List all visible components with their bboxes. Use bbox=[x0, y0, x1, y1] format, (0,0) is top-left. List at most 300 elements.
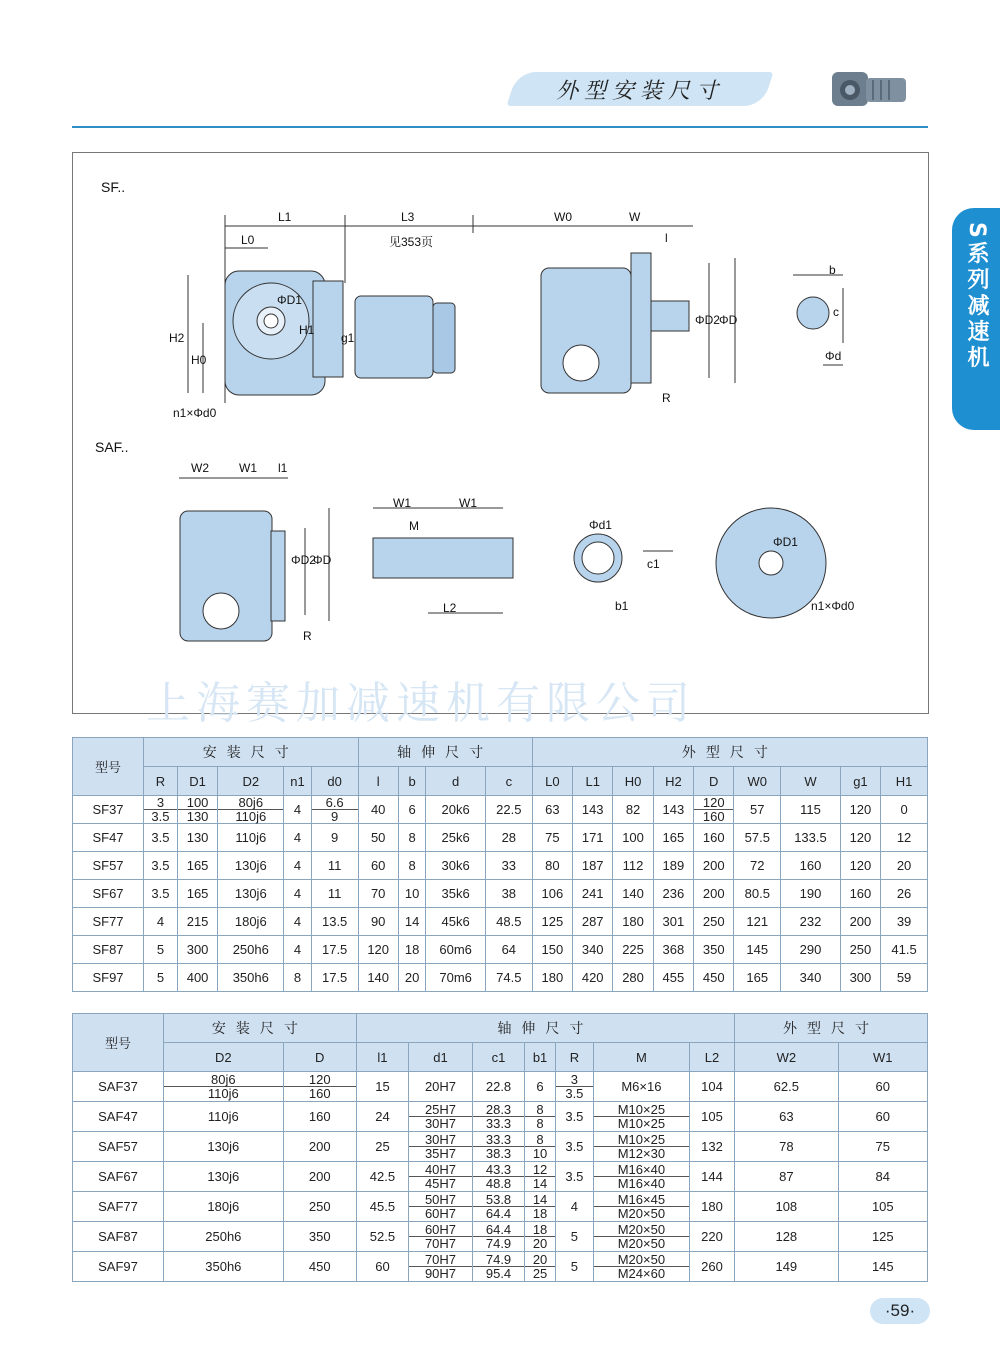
cell-d1: 400 bbox=[177, 964, 217, 992]
cell-d2: 250h6 bbox=[218, 936, 284, 964]
cell-value: M16×40 bbox=[594, 1163, 689, 1177]
cell-d: 200 bbox=[694, 880, 734, 908]
column-header-d2: D2 bbox=[218, 767, 284, 796]
cell-w0: 145 bbox=[734, 936, 781, 964]
cell-c: 74.5 bbox=[485, 964, 532, 992]
cell-value: 64.4 bbox=[485, 1206, 512, 1221]
cell-r: 3.5 bbox=[144, 852, 178, 880]
cell-b: 20 bbox=[398, 964, 425, 992]
cell-l: 140 bbox=[358, 964, 398, 992]
cell-d: 350 bbox=[694, 936, 734, 964]
saf-drawing-label: SAF.. bbox=[95, 439, 129, 455]
cell-h0: 225 bbox=[613, 936, 653, 964]
cell-value: 25H7 bbox=[409, 1103, 472, 1117]
model-cell: SF67 bbox=[73, 880, 144, 908]
cell-w2: 149 bbox=[735, 1252, 839, 1282]
cell-value: 100 bbox=[178, 796, 217, 810]
cell-c: 22.5 bbox=[485, 796, 532, 824]
model-column-header: 型号 bbox=[73, 1014, 164, 1072]
cell-d0: 13.5 bbox=[311, 908, 358, 936]
column-header-m: M bbox=[593, 1043, 689, 1072]
cell-value: 74.9 bbox=[473, 1253, 524, 1267]
model-cell: SF37 bbox=[73, 796, 144, 824]
saf-dimension-table bbox=[72, 1013, 928, 1282]
cell-value: M20×50 bbox=[594, 1253, 689, 1267]
cell-d: 70m6 bbox=[426, 964, 486, 992]
group-header-install: 安装尺寸 bbox=[164, 1014, 357, 1043]
cell-d2: 130j6 bbox=[218, 852, 284, 880]
cell-value: 110j6 bbox=[207, 1086, 239, 1101]
cell-b1 bbox=[525, 1132, 556, 1162]
group-header-outline: 外型尺寸 bbox=[735, 1014, 928, 1043]
cell-value: M20×50 bbox=[617, 1236, 666, 1251]
cell-w2: 87 bbox=[735, 1162, 839, 1192]
model-column-header: 型号 bbox=[73, 738, 144, 796]
dim-b1: b1 bbox=[615, 599, 629, 613]
side-section-label: S系列减速机 bbox=[964, 222, 989, 372]
cell-c1 bbox=[472, 1132, 524, 1162]
cell-b: 8 bbox=[398, 824, 425, 852]
cell-g1: 120 bbox=[840, 824, 880, 852]
cell-d: 20k6 bbox=[426, 796, 486, 824]
cell-value: 3.5 bbox=[151, 809, 170, 824]
cell-l0: 180 bbox=[532, 964, 572, 992]
cell-value: 80j6 bbox=[218, 796, 283, 810]
cell-value: 25 bbox=[532, 1266, 548, 1281]
cell-c1: 22.8 bbox=[472, 1072, 524, 1102]
column-header-b: b bbox=[398, 767, 425, 796]
cell-value: 40H7 bbox=[409, 1163, 472, 1177]
cell-w2: 62.5 bbox=[735, 1072, 839, 1102]
cell-w1: 75 bbox=[838, 1132, 927, 1162]
cell-r bbox=[144, 796, 178, 824]
dim-R: R bbox=[662, 391, 671, 405]
cell-l2: 180 bbox=[689, 1192, 734, 1222]
cell-value: 160 bbox=[308, 1086, 331, 1101]
cell-value: M12×30 bbox=[617, 1146, 666, 1161]
cell-d2 bbox=[164, 1072, 284, 1102]
cell-value: 53.8 bbox=[473, 1193, 524, 1207]
cell-w: 190 bbox=[781, 880, 841, 908]
cell-d1: 165 bbox=[177, 880, 217, 908]
cell-d: 350 bbox=[283, 1222, 356, 1252]
cell-g1: 120 bbox=[840, 796, 880, 824]
cell-d2: 110j6 bbox=[218, 824, 284, 852]
cell-value: 18 bbox=[532, 1206, 548, 1221]
cell-c1 bbox=[472, 1192, 524, 1222]
cell-r: 5 bbox=[144, 964, 178, 992]
cell-l0: 106 bbox=[532, 880, 572, 908]
cell-c1 bbox=[472, 1252, 524, 1282]
cell-l1: 52.5 bbox=[356, 1222, 408, 1252]
column-header-d1: d1 bbox=[409, 1043, 473, 1072]
cell-g1: 160 bbox=[840, 880, 880, 908]
cell-h0: 100 bbox=[613, 824, 653, 852]
cell-b: 14 bbox=[398, 908, 425, 936]
dim-flange-n1d0: n1×Φd0 bbox=[811, 599, 855, 613]
cell-value: 60H7 bbox=[409, 1223, 472, 1237]
cell-n1: 4 bbox=[284, 908, 311, 936]
cell-d2: 130j6 bbox=[164, 1132, 284, 1162]
cell-h1: 12 bbox=[881, 824, 928, 852]
column-header-l2: L2 bbox=[689, 1043, 734, 1072]
cell-value: 120 bbox=[694, 796, 733, 810]
cell-g1: 200 bbox=[840, 908, 880, 936]
cell-r: 3.5 bbox=[144, 880, 178, 908]
cell-h2: 368 bbox=[653, 936, 693, 964]
cell-g1: 120 bbox=[840, 852, 880, 880]
dim-saf-W1b: W1 bbox=[393, 496, 411, 510]
cell-l0: 80 bbox=[532, 852, 572, 880]
cell-c1 bbox=[472, 1162, 524, 1192]
dim-H1: H1 bbox=[299, 323, 315, 337]
cell-d2: 350h6 bbox=[164, 1252, 284, 1282]
model-cell: SAF47 bbox=[73, 1102, 164, 1132]
cell-d2: 180j6 bbox=[218, 908, 284, 936]
column-header-d0: d0 bbox=[311, 767, 358, 796]
cell-l: 50 bbox=[358, 824, 398, 852]
column-header-b1: b1 bbox=[525, 1043, 556, 1072]
cell-value: M10×25 bbox=[594, 1103, 689, 1117]
cell-d bbox=[694, 796, 734, 824]
cell-d1 bbox=[409, 1102, 473, 1132]
cell-value: M10×25 bbox=[617, 1116, 666, 1131]
cell-l1: 187 bbox=[573, 852, 613, 880]
table-row bbox=[73, 1252, 928, 1282]
cell-d0: 17.5 bbox=[311, 936, 358, 964]
cell-l0: 125 bbox=[532, 908, 572, 936]
cell-c: 38 bbox=[485, 880, 532, 908]
cell-d2: 110j6 bbox=[164, 1102, 284, 1132]
cell-value: M16×40 bbox=[617, 1176, 666, 1191]
page-number: ·59· bbox=[870, 1298, 930, 1324]
cell-w1: 125 bbox=[838, 1222, 927, 1252]
column-header-c: c bbox=[485, 767, 532, 796]
cell-r: 3.5 bbox=[555, 1162, 593, 1192]
cell-w: 115 bbox=[781, 796, 841, 824]
cell-b: 8 bbox=[398, 852, 425, 880]
cell-r: 4 bbox=[144, 908, 178, 936]
table-row bbox=[73, 880, 928, 908]
cell-l1: 143 bbox=[573, 796, 613, 824]
page-title: 外型安装尺寸 bbox=[555, 79, 724, 104]
cell-l1: 25 bbox=[356, 1132, 408, 1162]
cell-value: 8 bbox=[525, 1103, 555, 1117]
cell-l2: 105 bbox=[689, 1102, 734, 1132]
cell-w0: 72 bbox=[734, 852, 781, 880]
cell-g1: 250 bbox=[840, 936, 880, 964]
cell-value: 110j6 bbox=[235, 809, 267, 824]
cell-d1: 20H7 bbox=[409, 1072, 473, 1102]
column-header-r: R bbox=[555, 1043, 593, 1072]
cell-d1 bbox=[409, 1222, 473, 1252]
cell-d0: 17.5 bbox=[311, 964, 358, 992]
cell-l2: 220 bbox=[689, 1222, 734, 1252]
model-cell: SF57 bbox=[73, 852, 144, 880]
cell-w2: 108 bbox=[735, 1192, 839, 1222]
column-header-h2: H2 bbox=[653, 767, 693, 796]
cell-d1 bbox=[409, 1132, 473, 1162]
cell-d: 25k6 bbox=[426, 824, 486, 852]
column-header-l: l bbox=[358, 767, 398, 796]
cell-l1: 287 bbox=[573, 908, 613, 936]
cell-d1 bbox=[409, 1162, 473, 1192]
cell-l: 40 bbox=[358, 796, 398, 824]
cell-m bbox=[593, 1102, 689, 1132]
cell-l: 90 bbox=[358, 908, 398, 936]
model-cell: SAF77 bbox=[73, 1192, 164, 1222]
column-header-d: D bbox=[283, 1043, 356, 1072]
cell-m: M6×16 bbox=[593, 1072, 689, 1102]
cell-w: 133.5 bbox=[781, 824, 841, 852]
cell-d0: 9 bbox=[311, 824, 358, 852]
cell-r bbox=[555, 1072, 593, 1102]
cell-d: 160 bbox=[283, 1102, 356, 1132]
cell-value: M16×45 bbox=[594, 1193, 689, 1207]
gear-motor-thumbnail-icon bbox=[830, 66, 910, 112]
cell-m bbox=[593, 1222, 689, 1252]
cell-value: 30H7 bbox=[424, 1116, 457, 1131]
cell-b: 6 bbox=[398, 796, 425, 824]
cell-value: 6.6 bbox=[312, 796, 358, 810]
cell-l2: 132 bbox=[689, 1132, 734, 1162]
cell-h2: 165 bbox=[653, 824, 693, 852]
column-header-d: D bbox=[694, 767, 734, 796]
dim-W0: W0 bbox=[554, 210, 572, 224]
cell-value: 130 bbox=[186, 809, 209, 824]
cell-d1 bbox=[177, 796, 217, 824]
cell-value: M20×50 bbox=[594, 1223, 689, 1237]
cell-m bbox=[593, 1162, 689, 1192]
cell-l: 60 bbox=[358, 852, 398, 880]
sf-drawing-label: SF.. bbox=[101, 179, 126, 195]
column-header-d: d bbox=[426, 767, 486, 796]
dim-L3: L3 bbox=[401, 210, 415, 224]
dim-H2: H2 bbox=[169, 331, 185, 345]
cell-l1: 15 bbox=[356, 1072, 408, 1102]
dim-saf-D2: ΦD2 bbox=[291, 553, 316, 567]
column-header-d1: D1 bbox=[177, 767, 217, 796]
cell-r: 5 bbox=[555, 1252, 593, 1282]
cell-h1: 41.5 bbox=[881, 936, 928, 964]
cell-b1: 6 bbox=[525, 1072, 556, 1102]
cell-d0: 11 bbox=[311, 880, 358, 908]
cell-b1 bbox=[525, 1192, 556, 1222]
cell-w0: 57 bbox=[734, 796, 781, 824]
dim-saf-W1c: W1 bbox=[459, 496, 477, 510]
cell-value: 3.5 bbox=[565, 1086, 584, 1101]
cell-value: 14 bbox=[525, 1193, 555, 1207]
cell-d: 30k6 bbox=[426, 852, 486, 880]
table-row bbox=[73, 908, 928, 936]
cell-b1 bbox=[525, 1222, 556, 1252]
cell-value: 3 bbox=[556, 1073, 593, 1087]
cell-r: 3.5 bbox=[555, 1102, 593, 1132]
dim-g1: g1 bbox=[341, 331, 355, 345]
cell-value: 120 bbox=[284, 1073, 356, 1087]
cell-w1: 84 bbox=[838, 1162, 927, 1192]
cell-value: 33.3 bbox=[473, 1133, 524, 1147]
cell-w0: 165 bbox=[734, 964, 781, 992]
cell-l2: 104 bbox=[689, 1072, 734, 1102]
column-header-w1: W1 bbox=[838, 1043, 927, 1072]
cell-h0: 280 bbox=[613, 964, 653, 992]
column-header-l1: l1 bbox=[356, 1043, 408, 1072]
cell-d: 60m6 bbox=[426, 936, 486, 964]
cell-h1: 26 bbox=[881, 880, 928, 908]
cell-d2: 130j6 bbox=[218, 880, 284, 908]
cell-m bbox=[593, 1192, 689, 1222]
cell-d1: 165 bbox=[177, 852, 217, 880]
cell-value: 45H7 bbox=[424, 1176, 457, 1191]
cell-value: 160 bbox=[702, 809, 725, 824]
column-header-w: W bbox=[781, 767, 841, 796]
cell-d: 35k6 bbox=[426, 880, 486, 908]
dim-c1: c1 bbox=[647, 557, 660, 571]
cell-d: 250 bbox=[283, 1192, 356, 1222]
cell-r: 3.5 bbox=[555, 1132, 593, 1162]
column-header-r: R bbox=[144, 767, 178, 796]
group-header-install: 安装尺寸 bbox=[144, 738, 359, 767]
cell-c1 bbox=[472, 1102, 524, 1132]
cell-d bbox=[283, 1072, 356, 1102]
dim-W2: W2 bbox=[191, 461, 209, 475]
cell-c: 28 bbox=[485, 824, 532, 852]
dim-l: l bbox=[665, 231, 668, 245]
cell-l1: 420 bbox=[573, 964, 613, 992]
cell-w: 340 bbox=[781, 964, 841, 992]
column-header-n1: n1 bbox=[284, 767, 311, 796]
cell-value: 8 bbox=[525, 1133, 555, 1147]
dim-D1: ΦD1 bbox=[277, 293, 302, 307]
dim-W1: W1 bbox=[239, 461, 257, 475]
table-row bbox=[73, 964, 928, 992]
dim-D2: ΦD2 bbox=[695, 313, 720, 327]
cell-value: M24×60 bbox=[617, 1266, 666, 1281]
model-cell: SAF67 bbox=[73, 1162, 164, 1192]
cell-w1: 60 bbox=[838, 1072, 927, 1102]
cell-b1 bbox=[525, 1162, 556, 1192]
dim-flange-D1: ΦD1 bbox=[773, 535, 798, 549]
table-row bbox=[73, 1192, 928, 1222]
cell-value: 60H7 bbox=[424, 1206, 457, 1221]
cell-d1 bbox=[409, 1192, 473, 1222]
cell-d: 45k6 bbox=[426, 908, 486, 936]
cell-l: 70 bbox=[358, 880, 398, 908]
column-header-w0: W0 bbox=[734, 767, 781, 796]
dim-saf-R: R bbox=[303, 629, 312, 643]
column-header-w2: W2 bbox=[735, 1043, 839, 1072]
cell-l1: 42.5 bbox=[356, 1162, 408, 1192]
cell-l1: 340 bbox=[573, 936, 613, 964]
cell-d: 200 bbox=[283, 1132, 356, 1162]
cell-g1: 300 bbox=[840, 964, 880, 992]
dim-n1d0: n1×Φd0 bbox=[173, 406, 217, 420]
cell-value: M20×50 bbox=[617, 1206, 666, 1221]
table-row bbox=[73, 936, 928, 964]
cell-l0: 75 bbox=[532, 824, 572, 852]
cell-d: 200 bbox=[694, 852, 734, 880]
cell-n1: 4 bbox=[284, 852, 311, 880]
cell-r: 4 bbox=[555, 1192, 593, 1222]
cell-h1: 20 bbox=[881, 852, 928, 880]
dim-l1: l1 bbox=[278, 461, 288, 475]
cell-value: 35H7 bbox=[424, 1146, 457, 1161]
cell-d2: 350h6 bbox=[218, 964, 284, 992]
cell-value: 30H7 bbox=[409, 1133, 472, 1147]
cell-c: 48.5 bbox=[485, 908, 532, 936]
cell-value: 12 bbox=[525, 1163, 555, 1177]
cell-d: 250 bbox=[694, 908, 734, 936]
cell-d1: 130 bbox=[177, 824, 217, 852]
group-header-outline: 外型尺寸 bbox=[532, 738, 927, 767]
cell-l: 120 bbox=[358, 936, 398, 964]
cell-value: 33.3 bbox=[485, 1116, 512, 1131]
cell-value: 50H7 bbox=[409, 1193, 472, 1207]
table-row bbox=[73, 1102, 928, 1132]
cell-l1: 171 bbox=[573, 824, 613, 852]
cell-value: 48.8 bbox=[485, 1176, 512, 1191]
model-cell: SAF97 bbox=[73, 1252, 164, 1282]
cell-n1: 4 bbox=[284, 796, 311, 824]
technical-drawing-panel bbox=[72, 152, 929, 714]
cell-h2: 143 bbox=[653, 796, 693, 824]
cell-r: 3.5 bbox=[144, 824, 178, 852]
cell-h2: 189 bbox=[653, 852, 693, 880]
column-header-c1: c1 bbox=[472, 1043, 524, 1072]
dim-L1: L1 bbox=[278, 210, 292, 224]
cell-w: 290 bbox=[781, 936, 841, 964]
table-row bbox=[73, 824, 928, 852]
cell-value: 14 bbox=[532, 1176, 548, 1191]
cell-c: 64 bbox=[485, 936, 532, 964]
cell-n1: 8 bbox=[284, 964, 311, 992]
cell-l1: 241 bbox=[573, 880, 613, 908]
cell-r: 5 bbox=[144, 936, 178, 964]
cell-c1 bbox=[472, 1222, 524, 1252]
table-row bbox=[73, 852, 928, 880]
cell-r: 5 bbox=[555, 1222, 593, 1252]
cell-h1: 59 bbox=[881, 964, 928, 992]
cell-w1: 60 bbox=[838, 1102, 927, 1132]
company-watermark: 上海赛加减速机有限公司 bbox=[146, 678, 696, 729]
dim-D: ΦD bbox=[719, 313, 738, 327]
table-row bbox=[73, 1072, 928, 1102]
cell-h2: 301 bbox=[653, 908, 693, 936]
cell-d: 200 bbox=[283, 1162, 356, 1192]
cell-h0: 112 bbox=[613, 852, 653, 880]
model-cell: SAF57 bbox=[73, 1132, 164, 1162]
cell-d2: 130j6 bbox=[164, 1162, 284, 1192]
dim-L2: L2 bbox=[443, 601, 457, 615]
cell-l1: 24 bbox=[356, 1102, 408, 1132]
cell-value: 64.4 bbox=[473, 1223, 524, 1237]
column-header-l1: L1 bbox=[573, 767, 613, 796]
dim-L0: L0 bbox=[241, 233, 255, 247]
header-divider bbox=[72, 126, 928, 128]
cell-h2: 236 bbox=[653, 880, 693, 908]
dim-d1: Φd1 bbox=[589, 518, 612, 532]
cell-m bbox=[593, 1252, 689, 1282]
cell-w2: 128 bbox=[735, 1222, 839, 1252]
table-row bbox=[73, 1132, 928, 1162]
dim-b: b bbox=[829, 263, 836, 277]
cell-value: 8 bbox=[536, 1116, 544, 1131]
cell-w0: 121 bbox=[734, 908, 781, 936]
dim-M: M bbox=[409, 519, 419, 533]
column-header-l0: L0 bbox=[532, 767, 572, 796]
column-header-h0: H0 bbox=[613, 767, 653, 796]
